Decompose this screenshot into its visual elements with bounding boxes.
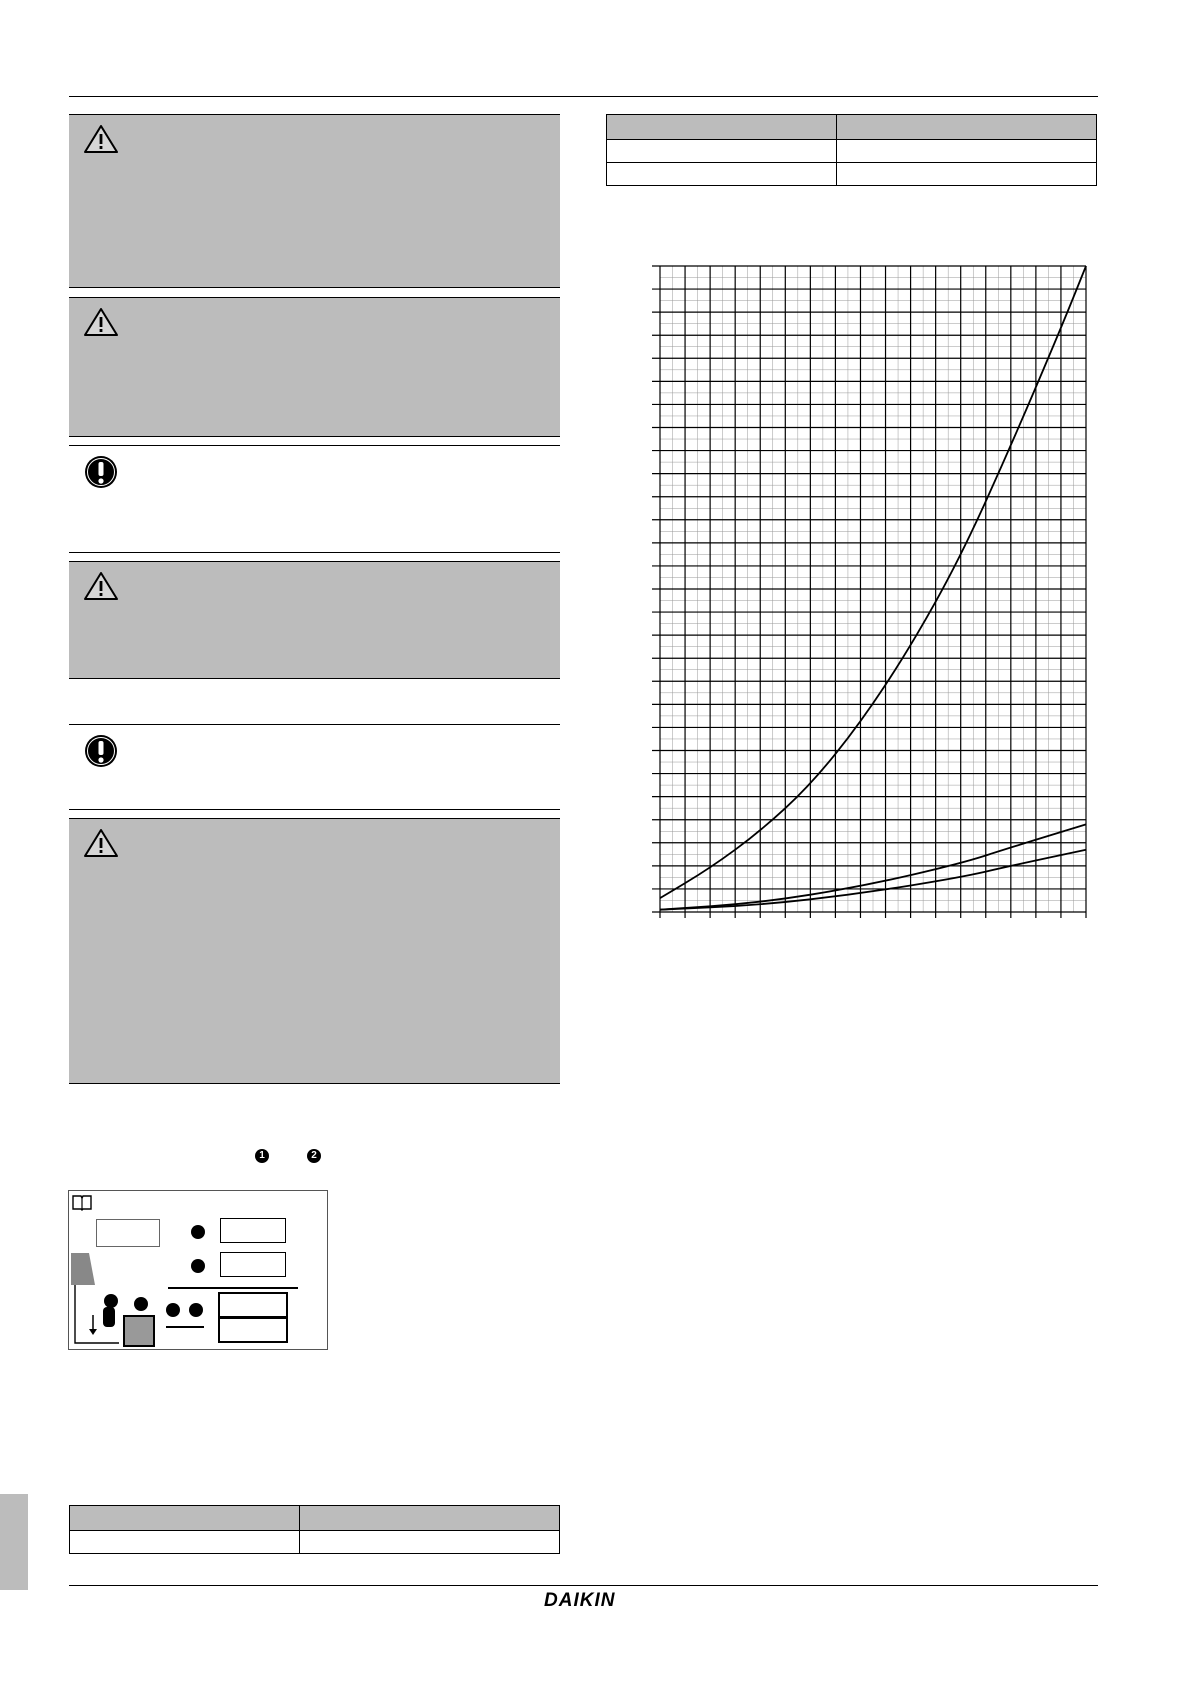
label-field-total bbox=[123, 1315, 155, 1347]
exclamation-circle-icon bbox=[83, 454, 119, 490]
label-dot-2 bbox=[191, 1259, 205, 1273]
exclamation-circle-icon bbox=[83, 733, 119, 769]
refrigerant-chart bbox=[612, 258, 1096, 918]
label-field-3 bbox=[218, 1292, 288, 1318]
plain-box bbox=[69, 678, 560, 725]
warning-box-4 bbox=[69, 818, 560, 1084]
warning-box-2 bbox=[69, 297, 560, 437]
refrigerant-label-illustration bbox=[68, 1190, 328, 1350]
notice-box-2 bbox=[69, 724, 560, 810]
footer-rule bbox=[69, 1585, 1098, 1586]
warning-triangle-icon bbox=[83, 123, 119, 155]
top-right-table bbox=[606, 114, 1097, 186]
step-marker-1: 1 bbox=[255, 1149, 269, 1163]
table-cell bbox=[300, 1531, 560, 1554]
table-cell bbox=[607, 163, 837, 186]
warning-triangle-icon bbox=[83, 827, 119, 859]
daikin-logo: DAIKIN bbox=[544, 1590, 616, 1611]
section-tab bbox=[0, 1494, 28, 1590]
label-dot-5 bbox=[189, 1303, 203, 1317]
table-cell bbox=[70, 1531, 300, 1554]
manual-book-icon bbox=[71, 1193, 93, 1211]
header-rule bbox=[69, 96, 1098, 97]
table-header-cell bbox=[837, 115, 1097, 140]
label-field-4 bbox=[218, 1317, 288, 1343]
label-field-2 bbox=[220, 1252, 286, 1277]
warning-triangle-icon bbox=[83, 570, 119, 602]
refrigerant-wedge-icon bbox=[71, 1253, 95, 1285]
label-field-1 bbox=[220, 1218, 286, 1243]
label-field-a bbox=[96, 1219, 160, 1247]
warning-box-3 bbox=[69, 561, 560, 679]
table-cell bbox=[837, 140, 1097, 163]
notice-box-1 bbox=[69, 445, 560, 553]
bottom-left-table bbox=[69, 1505, 560, 1554]
label-divider bbox=[168, 1287, 298, 1289]
table-cell bbox=[607, 140, 837, 163]
step-marker-2: 2 bbox=[307, 1149, 321, 1163]
table-header-cell bbox=[70, 1506, 300, 1531]
label-short-rule bbox=[166, 1326, 204, 1328]
table-header-cell bbox=[607, 115, 837, 140]
table-header-cell bbox=[300, 1506, 560, 1531]
warning-box-1 bbox=[69, 114, 560, 288]
warning-triangle-icon bbox=[83, 306, 119, 338]
label-dot-4 bbox=[166, 1303, 180, 1317]
table-cell bbox=[837, 163, 1097, 186]
cylinder-icon bbox=[73, 1283, 123, 1345]
label-dot-3 bbox=[134, 1297, 148, 1311]
label-dot-1 bbox=[191, 1225, 205, 1239]
